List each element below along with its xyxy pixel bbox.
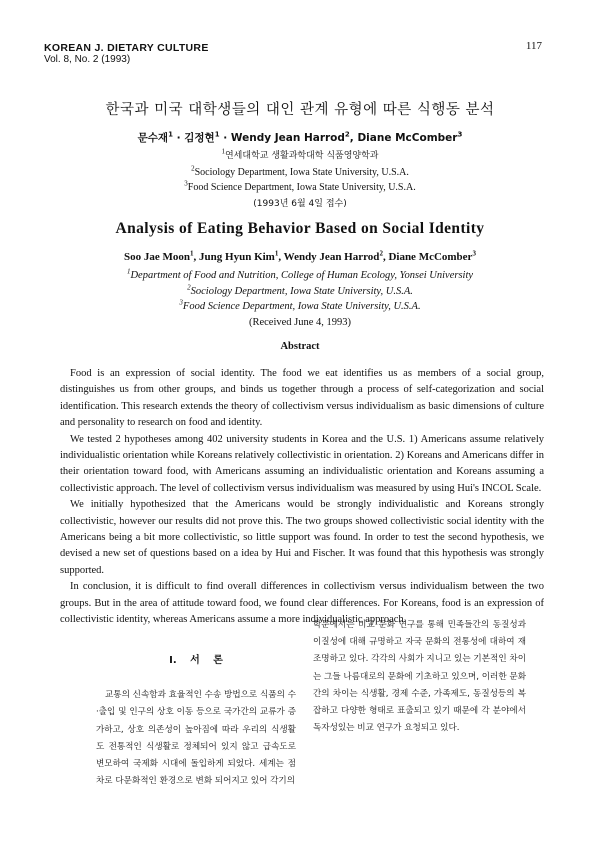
author-name: Wendy Jean Harrod: [230, 132, 345, 144]
english-title: Analysis of Eating Behavior Based on Social Identity: [115, 220, 485, 237]
affiliation-line: [0, 268, 600, 284]
author-affil-mark: 2: [344, 130, 350, 139]
received-date: (Received June 4, 1993): [248, 316, 352, 328]
abstract-paragraph: We initially hypothesized that the Americans would be strongly individualistic and Koreans strongly collectivistic, however our results did not prove this. The two groups showed collectivistic social identity with the Americans being a bit more collectivistic, so little support was found. In order to test the second hypothesis, we devised a new set of questions based on a idea by Hui and Fischer. It was found that this hypothesis was strongly supported.: [60, 499, 544, 576]
author-name: 김정현: [184, 132, 215, 144]
author-affil-mark: 3: [472, 249, 476, 258]
affil-mark: 1: [126, 267, 131, 276]
journal-header: [44, 42, 209, 66]
body-right-column: [313, 617, 526, 737]
author-separator: ·: [219, 132, 231, 144]
korean-affiliations: [0, 148, 600, 212]
affil-mark: 2: [191, 164, 195, 173]
body-paragraph: 학문에서는 비교 문화 연구를 통해 민족들간의 동질성과 이질성에 대해 규명하고 자국 문화의 전통성에 대하여 재조명하고 있다. 각각의 사회가 지니고 있는 기본적인 차이는 그들 나름대로의 문화에 기초하고 있으며, 이러한 문화간의 차이는 식생활, 경제 수준, 가족제도, 동질성등의 복잡하고 다양한 형태로 표출되고 있기 때문에 각 분야에서 독자성있는 비교 연구가 요청되고 있다.: [313, 620, 526, 734]
author-affil-mark: 1: [168, 130, 173, 139]
author-name: Wendy Jean Harrod: [283, 251, 380, 263]
abstract-paragraph: In conclusion, it is difficult to find overall differences in collectivism versus individualism between the two groups. But in the area of attitude toward food, we found clear differences. For Koreans, food is an expression of collectivistic identity, whereas Americans assume a more individualistic approach.: [60, 581, 544, 626]
korean-title: 한국과 미국 대학생들의 대인 관계 유형에 따른 식행동 분석: [105, 102, 495, 118]
affiliation-line: [0, 284, 600, 300]
abstract-paragraph: We tested 2 hypotheses among 402 university students in Korea and the U.S. 1) Americans assume relatively individualistic orientation while Koreans relatively collectivistic in orientation. 2) Koreans and Americans differ in their orientation toward food, with Americans assuming an individualistic orientation and Koreans assuming a collectivistic approach. The level of collectivism versus individualism was measured by using Hui's INCOL Scale.: [60, 433, 544, 494]
affil-text: Department of Food and Nutrition, College of Human Ecology, Yonsei University: [130, 270, 474, 281]
abstract-paragraph: Food is an expression of social identity. The food we eat identifies us as members of a social group, distinguishes us from other groups, and binds us together through a process of self-categorization and social identification. This research extends the theory of collectivism versus individualism as basic dimensions of culture and personality to research on food and identity.: [60, 368, 544, 429]
body-paragraph: 교통의 신속함과 효율적인 수송 방법으로 식품의 수·출입 및 인구의 상호 이동 등으로 국가간의 교류가 증가하고, 상호 의존성이 높아짐에 따라 우리의 식생활도 전통적인 식생활로 정체되어 있지 않고 급속도로 변모하여 국제화 시대에 돌입하게 되었다. 세계는 점차로 다문화적인 환경으로 변화 되어지고 있어 각기의: [96, 690, 296, 787]
journal-volume: Vol. 8, No. 2 (1993): [44, 54, 131, 65]
abstract-heading: Abstract: [280, 341, 320, 352]
affiliation-line: [0, 180, 600, 196]
affil-mark: 2: [187, 283, 191, 291]
page-number: 117: [525, 40, 542, 52]
english-authors: [0, 251, 600, 263]
affiliation-line: [0, 148, 600, 165]
author-affil-mark: 1: [190, 249, 194, 258]
author-name: Diane McComber: [388, 251, 473, 263]
affil-text: Sociology Department, Iowa State University, U.S.A.: [194, 166, 409, 178]
received-date: (1993년 6월 4일 접수): [253, 198, 347, 209]
affil-mark: 1: [221, 147, 225, 156]
author-name: Diane McComber: [357, 132, 458, 144]
affil-text: 연세대학교 생활과학대학 식품영양학과: [224, 151, 379, 161]
body-left-column: [96, 652, 296, 790]
affil-mark: 3: [179, 298, 183, 307]
korean-authors: [0, 130, 600, 145]
affil-text: Food Science Department, Iowa State University, U.S.A.: [187, 182, 416, 193]
author-separator: ,: [193, 251, 200, 263]
section-heading: I. 서 론: [169, 655, 223, 666]
author-separator: ,: [278, 251, 284, 263]
author-name: 문수재: [137, 132, 169, 144]
author-affil-mark: 2: [379, 249, 383, 258]
author-affil-mark: 1: [274, 249, 279, 258]
author-name: Soo Jae Moon: [124, 251, 191, 263]
abstract-body: [60, 366, 544, 629]
affil-text: Sociology Department, Iowa State University, U.S.A.: [190, 285, 413, 297]
affil-mark: 3: [184, 179, 188, 188]
journal-name: KOREAN J. DIETARY CULTURE: [44, 42, 209, 54]
author-name: Jung Hyun Kim: [199, 251, 275, 263]
affiliation-line: [0, 165, 600, 181]
affil-text: Food Science Department, Iowa State University, U.S.A.: [182, 301, 421, 312]
author-separator: ·: [172, 132, 185, 144]
english-affiliations: [0, 268, 600, 330]
author-separator: ,: [382, 251, 389, 263]
author-separator: ,: [349, 132, 358, 144]
affiliation-line: [0, 299, 600, 315]
author-affil-mark: 3: [457, 130, 463, 139]
author-affil-mark: 1: [214, 130, 220, 139]
